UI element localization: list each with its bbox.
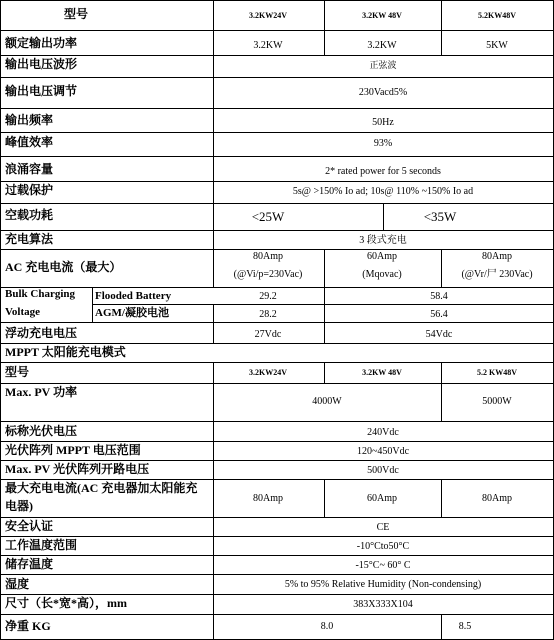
mppt-header-label: 型号 (5, 365, 30, 379)
row-divider (92, 304, 554, 305)
weight-value: 8.5 (458, 621, 472, 632)
no-load-label: 空载功耗 (5, 208, 54, 222)
row-divider (0, 343, 554, 344)
max-charge-label-line2: 电器) (5, 499, 33, 513)
row-divider (0, 132, 554, 133)
mppt-range-value: 120~450Vdc (356, 446, 410, 457)
row-divider (0, 383, 554, 384)
row-divider (0, 536, 554, 537)
row-divider (0, 460, 554, 461)
max-charge-value: 80Amp (482, 493, 512, 504)
no-load-value: <25W (251, 209, 285, 224)
row-divider (0, 0, 554, 1)
open-circuit-label: Max. PV 光伏阵列开路电压 (5, 462, 150, 476)
rated-power-value: 3.2KW (253, 40, 283, 51)
row-divider (0, 441, 554, 442)
row-divider (0, 322, 554, 323)
bulk-label-line2: Voltage (5, 306, 41, 318)
column-divider (213, 362, 214, 640)
row-divider (0, 230, 554, 231)
weight-label: 净重 KG (5, 619, 51, 633)
efficiency-value: 93% (373, 138, 393, 149)
agm-value: 28.2 (259, 309, 277, 320)
column-divider (324, 287, 325, 343)
column-divider (92, 287, 93, 322)
column-divider (213, 0, 214, 287)
column-divider (324, 479, 325, 517)
column-divider (0, 0, 1, 640)
waveform-label: 输出电压波形 (5, 57, 78, 71)
waveform-value: 正弦波 (369, 60, 397, 70)
dimensions-value: 383X333X104 (353, 599, 413, 610)
nominal-pv-value: 240Vdc (367, 427, 399, 438)
model-3-2kw48v: 3.2KW 48V (362, 11, 402, 20)
model-5-2kw48v: 5.2KW48V (478, 11, 516, 20)
ac-current-note: (@Vr/尸 230Vac) (461, 269, 533, 280)
nominal-pv-label: 标称光伏电压 (5, 424, 78, 438)
column-divider (441, 614, 442, 640)
column-divider (383, 203, 384, 230)
max-charge-value: 60Amp (367, 493, 397, 504)
surge-value: 2* rated power for 5 seconds (325, 166, 441, 177)
column-divider (441, 249, 442, 287)
algorithm-label: 充电算法 (5, 232, 54, 246)
column-divider (324, 362, 325, 383)
float-value: 54Vdc (425, 329, 453, 340)
voltage-reg-label: 输出电压调节 (5, 84, 78, 98)
rated-power-value: 5KW (486, 40, 508, 51)
op-temp-value: -10°Cto50°C (356, 541, 410, 552)
storage-label: 储存温度 (5, 557, 54, 571)
row-divider (0, 77, 554, 78)
column-divider (441, 0, 442, 55)
voltage-reg-value: 230Vacd5% (358, 87, 408, 98)
row-divider (0, 421, 554, 422)
column-divider (324, 0, 325, 55)
efficiency-label: 峰值效率 (5, 135, 54, 149)
ac-current-value: 60Amp (367, 251, 397, 262)
humidity-value: 5% to 95% Relative Humidity (Non-condensing) (284, 579, 482, 590)
flooded-value: 58.4 (430, 291, 448, 302)
no-load-value: <35W (423, 209, 457, 224)
row-divider (0, 156, 554, 157)
column-divider (324, 249, 325, 287)
row-divider (0, 594, 554, 595)
surge-label: 浪涌容量 (5, 162, 54, 176)
algorithm-value: 3 段式充电 (359, 235, 407, 246)
flooded-label: Flooded Battery (95, 290, 172, 302)
mppt-model: 5.2 KW48V (477, 368, 517, 377)
agm-value: 56.4 (430, 309, 448, 320)
ac-current-note: (Mqovac) (362, 269, 402, 280)
overload-label: 过载保护 (5, 183, 54, 197)
float-value: 27Vdc (254, 329, 282, 340)
storage-value: -15°C~ 60° C (355, 560, 411, 571)
ac-current-value: 80Amp (253, 251, 283, 262)
max-pv-value: 4000W (312, 396, 342, 407)
frequency-label: 输出频率 (5, 113, 54, 127)
max-charge-label: 最大充电电流(AC 充电器加太阳能充 (5, 481, 198, 495)
frequency-value: 50Hz (372, 117, 394, 128)
row-divider (0, 55, 554, 56)
float-label: 浮动充电电压 (5, 326, 78, 340)
mppt-model: 3.2KW24V (249, 368, 287, 377)
model-3-2kw24v: 3.2KW24V (249, 11, 287, 20)
dimensions-label: 尺寸（长*宽*高），mm (5, 596, 127, 610)
mppt-section-title: MPPT 太阳能充电模式 (5, 345, 126, 359)
max-charge-value: 80Amp (253, 493, 283, 504)
max-pv-value: 5000W (482, 396, 512, 407)
row-divider (0, 203, 554, 204)
safety-label: 安全认证 (5, 519, 54, 533)
weight-value: 8.0 (320, 621, 334, 632)
rated-power-label: 额定输出功率 (5, 36, 78, 50)
op-temp-label: 工作温度范围 (5, 538, 78, 552)
mppt-model: 3.2KW 48V (362, 368, 402, 377)
open-circuit-value: 500Vdc (367, 465, 399, 476)
row-divider (0, 181, 554, 182)
row-divider (0, 574, 554, 575)
bulk-label: Bulk Charging (5, 288, 75, 300)
mppt-range-label: 光伏阵列 MPPT 电压范围 (5, 443, 141, 457)
column-divider (441, 362, 442, 421)
flooded-value: 29.2 (259, 291, 277, 302)
row-divider (0, 479, 554, 480)
row-divider (0, 287, 554, 288)
ac-current-label: AC 充电电流（最大） (5, 260, 122, 274)
max-pv-label: Max. PV 功率 (5, 385, 78, 399)
safety-value: CE (376, 522, 390, 533)
row-divider (0, 555, 554, 556)
header-label: 型号 (64, 7, 89, 21)
row-divider (0, 249, 554, 250)
row-divider (0, 108, 554, 109)
ac-current-note: (@Vi/p=230Vac) (233, 269, 303, 280)
row-divider (0, 362, 554, 363)
row-divider (0, 614, 554, 615)
overload-value: 5s@ >150% Io ad; 10s@ 110% ~150% Io ad (292, 186, 474, 197)
agm-label: AGM/凝胶电池 (95, 307, 169, 319)
ac-current-value: 80Amp (482, 251, 512, 262)
humidity-label: 湿度 (5, 577, 30, 591)
column-divider (213, 304, 214, 343)
rated-power-value: 3.2KW (367, 40, 397, 51)
row-divider (0, 30, 554, 31)
row-divider (0, 517, 554, 518)
column-divider (441, 479, 442, 517)
